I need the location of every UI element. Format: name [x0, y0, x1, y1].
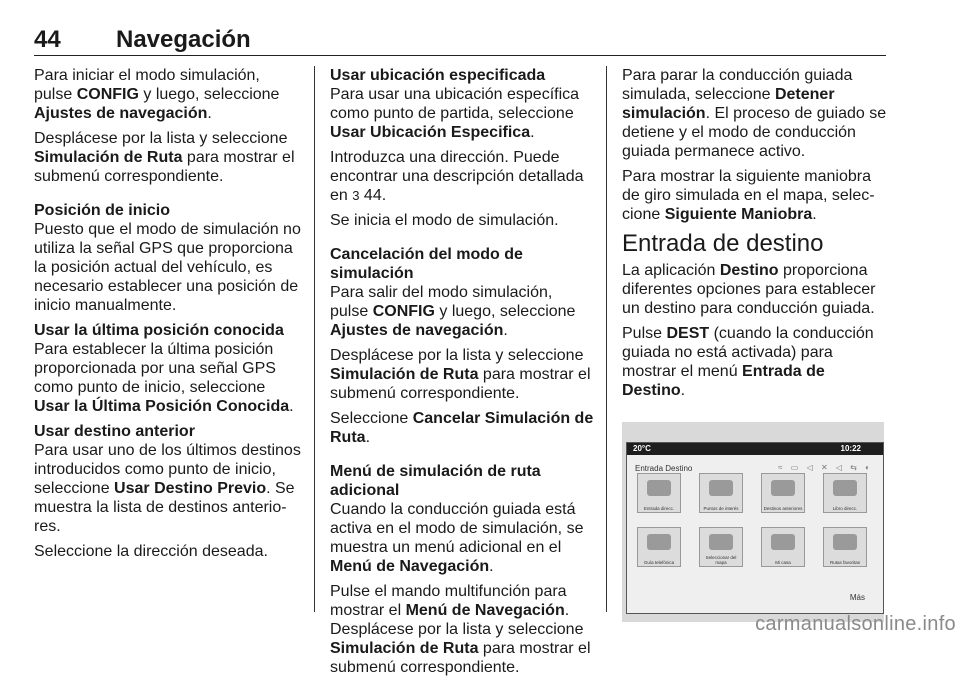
- paragraph-press-knob: Pulse el mando multifunción para mostrar el Menú de Navegación. Desplácese por la lista y seleccione Simulación de Ruta para mostrar el submenú correspondiente.: [330, 583, 591, 676]
- paragraph-destination-app: La aplicación Destino proporciona diferentes opciones para establecer un destino para conducción guiada.: [622, 262, 876, 317]
- paragraph-next-maneuver: Para mostrar la siguiente maniobra de giro simulada en el mapa, selec-cione Siguiente Maniobra.: [622, 168, 875, 223]
- screen-title: Entrada Destino: [635, 464, 693, 473]
- heading-destination-entry: Entrada de destino: [622, 230, 824, 257]
- tile-address-entry: Entrada direcc.: [637, 473, 681, 513]
- route-icon: [833, 534, 857, 550]
- chapter-title: Navegación: [116, 26, 251, 53]
- column-2: [330, 66, 594, 683]
- heading-previous-destination: Usar destino anterior: [34, 423, 195, 440]
- header-rule: [34, 55, 886, 56]
- paragraph-exit-simulation: Para salir del modo simulación, pulse CONFIG y luego, seleccione Ajustes de navegación.: [330, 284, 576, 339]
- paragraph-specified-location: Para usar una ubicación específica como punto de partida, seleccione Usar Ubicación Especifica.: [330, 86, 580, 141]
- destination-screen-figure: [622, 422, 884, 622]
- paragraph-start-simulation: Para iniciar el modo simulación, pulse CONFIG y luego, seleccione Ajustes de navegación.: [34, 67, 280, 122]
- page-header: [34, 26, 886, 54]
- heading-additional-menu: Menú de simulación de ruta adicional: [330, 463, 541, 499]
- tile-favorite-routes: Rutas favoritas: [823, 527, 867, 567]
- column-divider-1: [314, 66, 315, 612]
- screen-status-icons: ≈ ▭ ◁ ✕ ◁ ⇆ ◐: [778, 463, 873, 472]
- paragraph-scroll-list: Desplácese por la lista y seleccione Simulación de Ruta para mostrar el submenú correspondiente.: [34, 130, 295, 185]
- paragraph-select-address: Seleccione la dirección deseada.: [34, 543, 268, 560]
- paragraph-stop-simulation: Para parar la conducción guiada simulada, seleccione Detener simulación. El proceso de guiado se detiene y el modo de conducción guiada permanece activo.: [622, 67, 887, 160]
- paragraph-additional-menu: Cuando la conducción guiada está activa en el modo de simulación, se muestra un menú adicional en el Menú de Navegación.: [330, 501, 584, 575]
- tile-phonebook: Guía telefónica: [637, 527, 681, 567]
- paragraph-press-dest: Pulse DEST (cuando la conducción guiada no está activada) para mostrar el menú Entrada de Destino.: [622, 325, 874, 399]
- heading-cancel-simulation: Cancelación del modo de simulación: [330, 246, 523, 282]
- screen-time: 10:22: [840, 444, 861, 453]
- column-divider-2: [606, 66, 607, 612]
- flag-icon: [771, 480, 795, 496]
- address-book-icon: [833, 480, 857, 496]
- paragraph-last-position: Para establecer la última posición proporcionada por una señal GPS como punto de inicio, seleccione Usar la Última Posición Conocida.: [34, 341, 294, 415]
- screen-status-bar: [627, 443, 883, 455]
- map-icon: [709, 534, 733, 550]
- tile-previous-destinations: Destinos anteriores: [761, 473, 805, 513]
- heading-start-position: Posición de inicio: [34, 202, 171, 219]
- tile-home: Mi casa: [761, 527, 805, 567]
- page-ref-icon: 3: [352, 188, 360, 203]
- column-1: [34, 66, 302, 567]
- home-icon: [771, 534, 795, 550]
- column-3: [622, 66, 888, 622]
- paragraph-start-position: Puesto que el modo de simulación no utiliza la señal GPS que proporciona la posición actual del vehículo, es necesario establecer una posición de inicio manualmente.: [34, 221, 301, 314]
- tile-address-book: Libro direcc.: [823, 473, 867, 513]
- paragraph-simulation-starts: Se inicia el modo de simulación.: [330, 212, 559, 229]
- watermark: carmanualsonline.info: [755, 613, 956, 635]
- screen-more-button: Más: [849, 593, 865, 602]
- paragraph-scroll-list-2: Desplácese por la lista y seleccione Simulación de Ruta para mostrar el submenú correspondiente.: [330, 347, 591, 402]
- tile-poi: Puntos de interés: [699, 473, 743, 513]
- poi-icon: [709, 480, 733, 496]
- paragraph-select-cancel: Seleccione Cancelar Simulación de Ruta.: [330, 410, 594, 446]
- screen-temperature: 20°C: [633, 444, 651, 453]
- phonebook-icon: [647, 534, 671, 550]
- tile-select-from-map: Seleccionar del mapa: [699, 527, 743, 567]
- heading-last-position: Usar la última posición conocida: [34, 322, 284, 339]
- heading-specified-location: Usar ubicación especificada: [330, 67, 546, 84]
- infotainment-screen: [626, 442, 884, 614]
- keyboard-icon: [647, 480, 671, 496]
- paragraph-previous-destination: Para usar uno de los últimos destinos introducidos como punto de inicio, seleccione Usar Destino Previo. Se muestra la lista de destinos anterio-res.: [34, 442, 301, 535]
- page-number: 44: [34, 26, 61, 53]
- paragraph-enter-address: Introduzca una dirección. Puede encontrar una descripción detallada en 3 44.: [330, 149, 584, 204]
